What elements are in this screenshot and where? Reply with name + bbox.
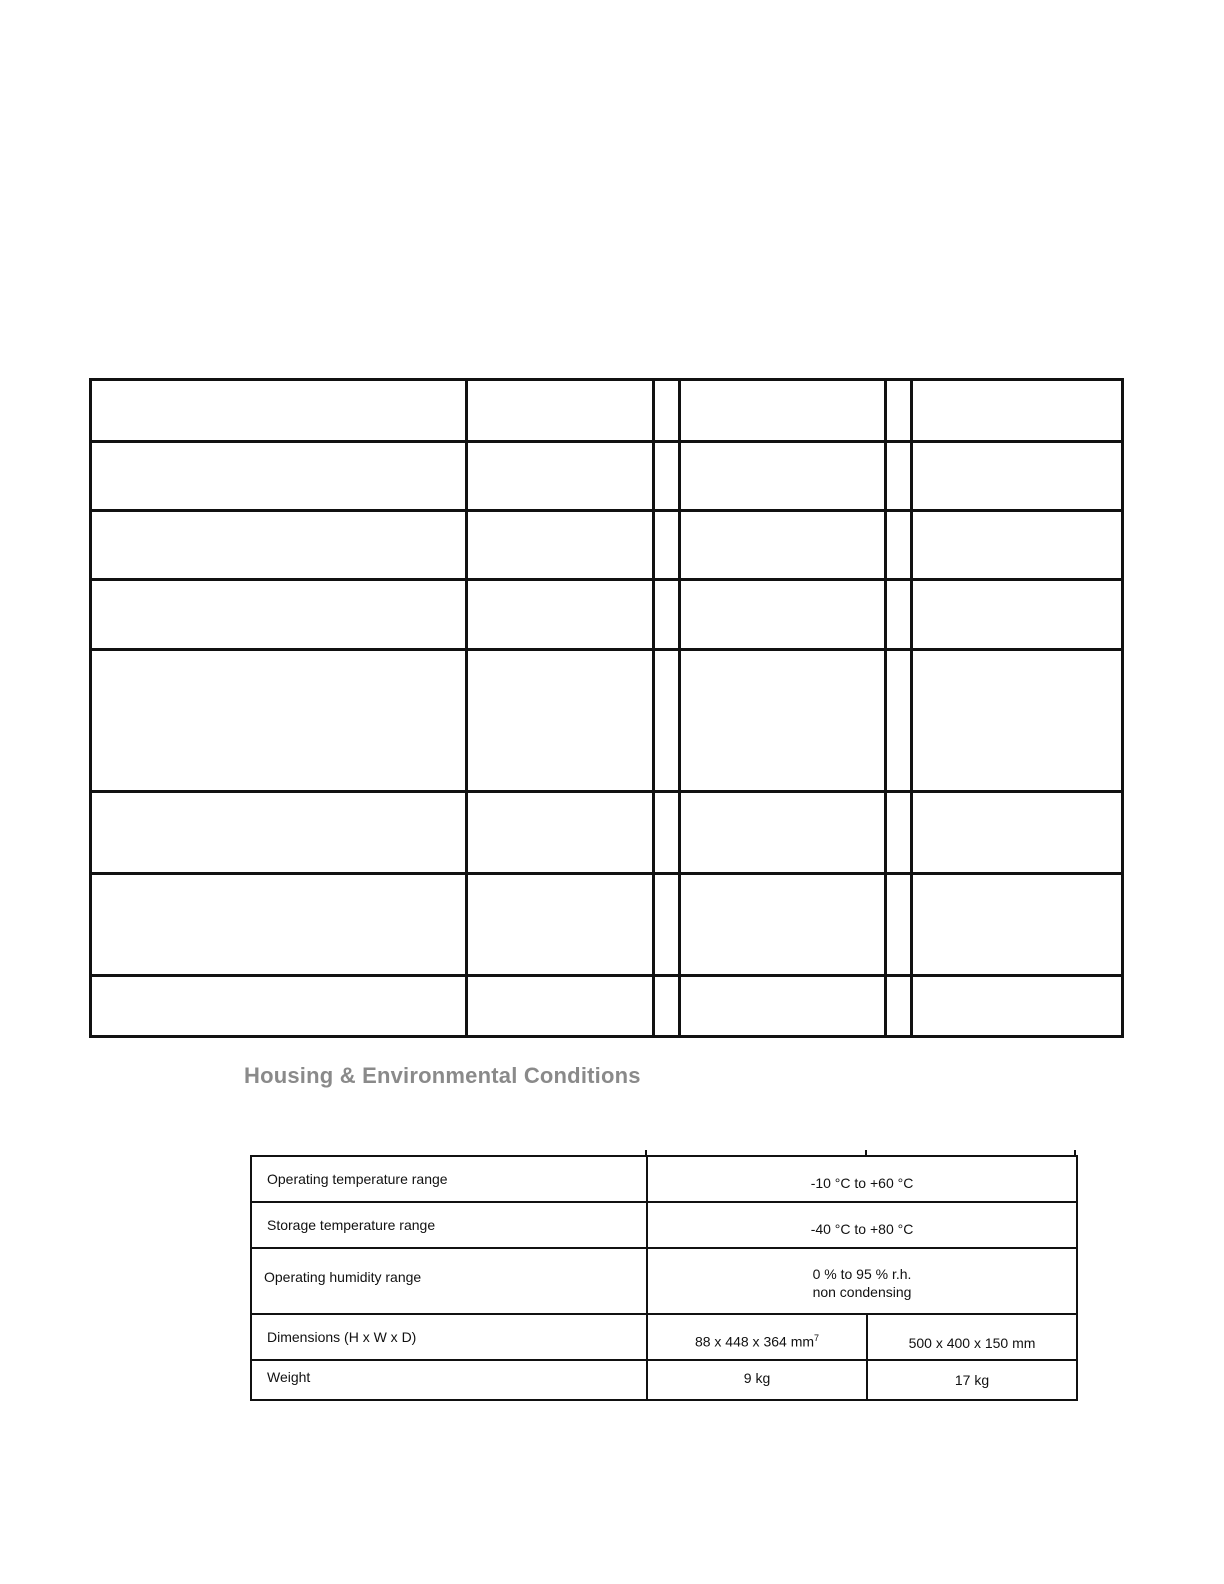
grid-row-divider <box>89 440 1124 443</box>
dimensions-footnote: 7 <box>814 1333 820 1343</box>
grid-row-divider <box>89 509 1124 512</box>
grid-border-top <box>89 378 1124 381</box>
operating-temperature-value: -10 °C to +60 °C <box>647 1156 1077 1202</box>
dimensions-value-a-text: 88 x 448 x 364 mm <box>694 1333 815 1350</box>
grid-row-divider <box>89 578 1124 581</box>
grid-col-divider <box>910 378 913 1038</box>
housing-environment-table <box>250 1155 1078 1401</box>
operating-humidity-label: Operating humidity range <box>251 1248 647 1314</box>
grid-row-divider <box>89 872 1124 875</box>
humidity-range-text: 0 % to 95 % r.h. <box>812 1266 912 1282</box>
weight-value-a: 9 kg <box>647 1360 867 1400</box>
storage-temperature-label: Storage temperature range <box>251 1202 647 1248</box>
grid-row-divider <box>89 790 1124 793</box>
table-row <box>251 1156 1077 1202</box>
grid-col-divider <box>884 378 887 1038</box>
weight-label: Weight <box>251 1360 647 1400</box>
grid-row-divider <box>89 974 1124 977</box>
grid-border-right <box>1121 378 1124 1038</box>
operating-temperature-label: Operating temperature range <box>251 1156 647 1202</box>
grid-border-left <box>89 378 92 1038</box>
grid-col-divider <box>652 378 655 1038</box>
grid-col-divider <box>678 378 681 1038</box>
empty-grid-table <box>89 378 1124 1038</box>
grid-border-bottom <box>89 1035 1124 1038</box>
table-row <box>251 1314 1077 1360</box>
humidity-condition-text: non condensing <box>812 1284 912 1300</box>
dimensions-label: Dimensions (H x W x D) <box>251 1314 647 1360</box>
table-row <box>251 1360 1077 1400</box>
table-row <box>251 1202 1077 1248</box>
storage-temperature-value: -40 °C to +80 °C <box>647 1202 1077 1248</box>
dimensions-value-a <box>647 1314 867 1360</box>
grid-col-divider <box>465 378 468 1038</box>
dimensions-value-b: 500 x 400 x 150 mm <box>867 1314 1077 1360</box>
weight-value-b: 17 kg <box>867 1360 1077 1400</box>
grid-row-divider <box>89 648 1124 651</box>
operating-humidity-value <box>647 1248 1077 1314</box>
table-row <box>251 1248 1077 1314</box>
section-title: Housing & Environmental Conditions <box>244 1063 641 1088</box>
